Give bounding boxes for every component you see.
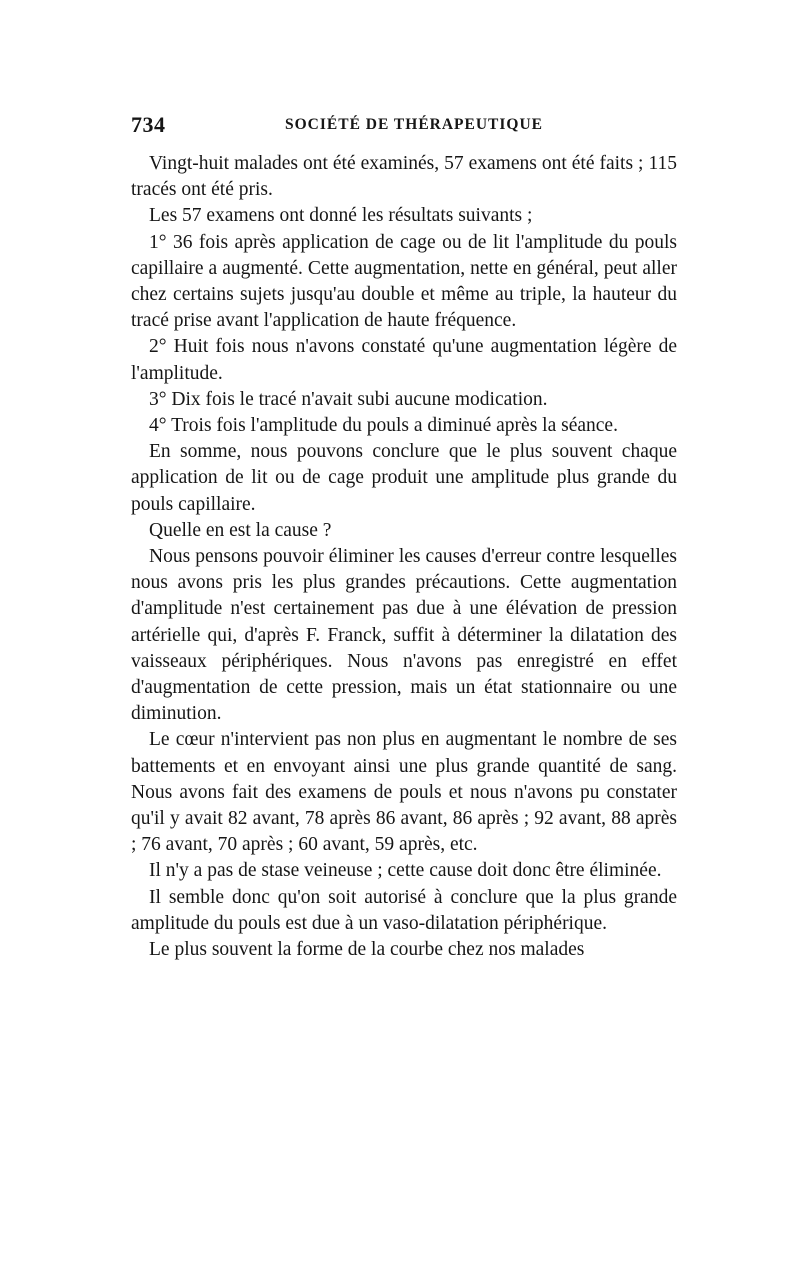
paragraph-vaso-dilatation: Il semble donc qu'on soit autorisé à conclure que la plus grande amplitude du pouls est due à un vaso-dilatation périphérique. xyxy=(131,886,677,934)
paragraph-causes-erreur: Nous pensons pouvoir éliminer les causes d'erreur contre lesquelles nous avons pris les plus grandes précautions. Cette augmentation d'amplitude n'est certainement pas due à une élévation de pression artérielle qui, d'après F. Franck, suffit à déterminer la dilatation des vaisseaux périphériques. Nous n'avons pas enregistré en effet d'augmentation de cette pression, mais un état stationnaire ou une diminution. xyxy=(131,546,677,725)
paragraph-result-2: 2° Huit fois nous n'avons constaté qu'une augmentation légère de l'amplitude. xyxy=(131,336,677,384)
running-head xyxy=(131,112,677,140)
paragraph-result-1: 1° 36 fois après application de cage ou de lit l'amplitude du pouls capillaire a augmenté. Cette augmentation, nette en général, peut aller chez certains sujets jusqu'au double et même au triple, la hauteur du tracé prise avant l'application de haute fréquence. xyxy=(131,231,677,332)
paragraph-forme-courbe: Le plus souvent la forme de la courbe chez nos malades xyxy=(149,939,585,961)
paragraph-result-4: 4° Trois fois l'amplitude du pouls a diminué après la séance. xyxy=(149,415,618,437)
running-title: SOCIÉTÉ DE THÉRAPEUTIQUE xyxy=(285,116,543,133)
paragraph-examens: Vingt-huit malades ont été examinés, 57 examens ont été faits ; 115 tracés ont été pris. xyxy=(131,153,677,201)
paragraph-stase: Il n'y a pas de stase veineuse ; cette cause doit donc être éliminée. xyxy=(149,860,662,882)
page-number: 734 xyxy=(131,112,166,137)
paragraph-conclusion: En somme, nous pouvons conclure que le plus souvent chaque application de lit ou de cage produit une amplitude plus grande du pouls capillaire. xyxy=(131,441,677,515)
body-text xyxy=(131,151,677,963)
paragraph-question: Quelle en est la cause ? xyxy=(149,519,332,541)
paragraph-coeur: Le cœur n'intervient pas non plus en augmentant le nombre de ses battements et en envoyant ainsi une plus grande quantité de sang. Nous avons fait des examens de pouls et nous n'avons pu constater qu'il y avait 82 avant, 78 après 86 avant, 86 après ; 92 avant, 88 après ; 76 avant, 70 après ; 60 avant, 59 après, etc. xyxy=(131,729,677,856)
paragraph-result-3: 3° Dix fois le tracé n'avait subi aucune modication. xyxy=(149,388,548,410)
paragraph-resultats-intro: Les 57 examens ont donné les résultats suivants ; xyxy=(149,205,533,227)
